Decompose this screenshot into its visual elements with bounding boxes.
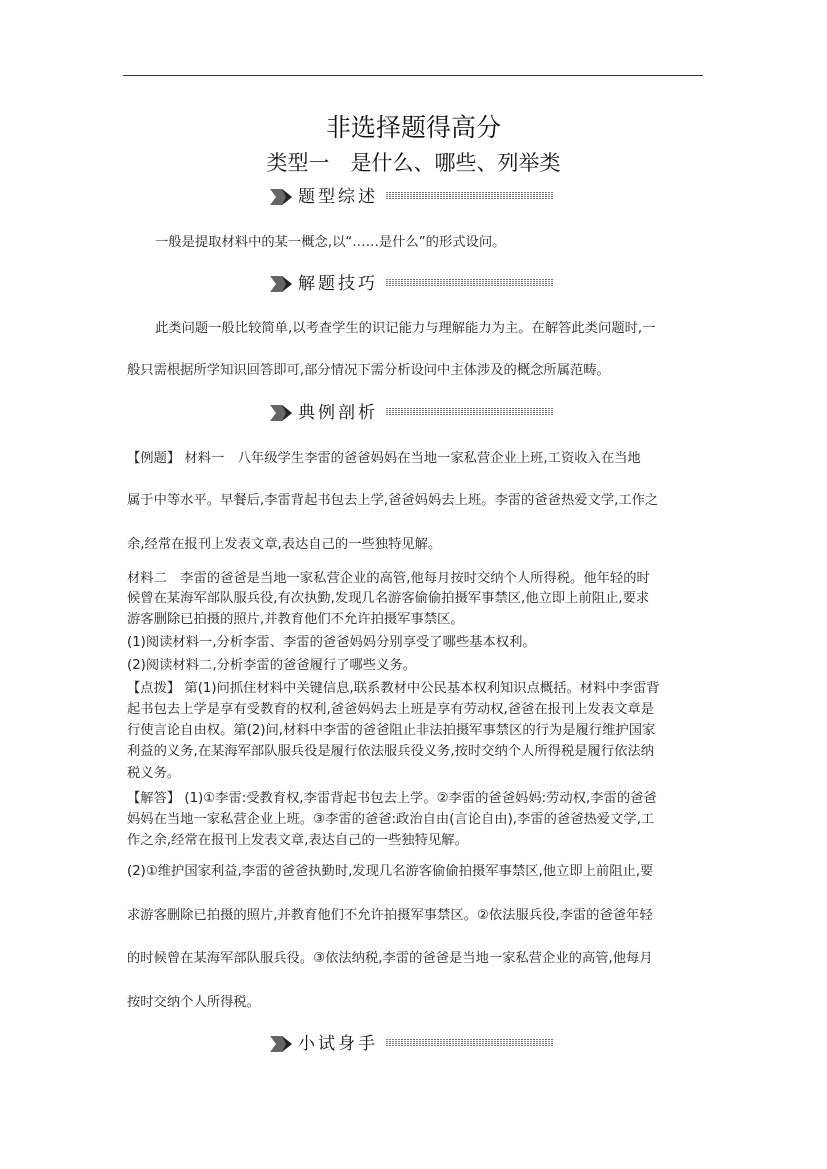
example-line: 作之余,经常在报刊上发表文章,表达自己的一些独特见解。 [127, 833, 468, 848]
example-line: (2)①维护国家利益,李雷的爸爸执勤时,发现几名游客偷偷拍摄军事禁区,他立即上前阻止,要 [127, 864, 654, 879]
section-heading-tips [270, 274, 378, 294]
section-label: 解题技巧 [298, 274, 378, 294]
example-line: 游客删除已拍摄的照片,并教育他们不允许拍摄军事禁区。 [127, 612, 464, 627]
example-line: 候曾在某海军部队服兵役,有次执勤,发现几名游客偷偷拍摄军事禁区,他立即上前阻止,要求 [127, 591, 650, 606]
overview-text: 一般是提取材料中的某一概念,以“……是什么”的形式设问。 [155, 235, 506, 250]
section-arrow-icon [270, 1036, 292, 1052]
section-arrow-icon [270, 189, 292, 205]
section-heading-overview [270, 187, 378, 207]
section-arrow-icon [270, 276, 292, 292]
example-line: (1)阅读材料一,分析李雷、李雷的爸爸妈妈分别享受了哪些基本权利。 [127, 635, 536, 650]
section-dotted-rule [386, 408, 554, 416]
header-rule [123, 75, 703, 76]
example-line: 【点拨】 第(1)问抓住材料中关键信息,联系教材中公民基本权利知识点概括。材料中李雷背 [127, 681, 660, 696]
example-line: 按时交纳个人所得税。 [127, 995, 260, 1010]
example-line: 余,经常在报刊上发表文章,表达自己的一些独特见解。 [127, 537, 442, 552]
example-line: 税义务。 [127, 766, 181, 781]
example-line: 的时候曾在某海军部队服兵役。③依法纳税,李雷的爸爸是当地一家私营企业的高管,他每月 [127, 951, 653, 966]
example-line: 属于中等水平。早餐后,李雷背起书包去上学,爸爸妈妈去上班。李雷的爸爸热爱文学,工作之 [127, 493, 659, 508]
page-title: 非选择题得高分 [325, 113, 501, 142]
page-subtitle: 类型一 是什么、哪些、列举类 [266, 151, 561, 175]
example-line: 起书包去上学是享有受教育的权利,爸爸妈妈去上班是享有劳动权,爸爸在报刊上发表文章是 [127, 702, 655, 717]
example-line: 行使言论自由权。第(2)问,材料中李雷的爸爸阻止非法拍摄军事禁区的行为是履行维护国家 [127, 723, 656, 738]
section-label: 小试身手 [298, 1034, 378, 1054]
tips-line: 此类问题一般比较简单,以考查学生的识记能力与理解能力为主。在解答此类问题时,一 [155, 321, 656, 336]
tips-line: 般只需根据所学知识回答即可,部分情况下需分析设问中主体涉及的概念所属范畴。 [127, 363, 610, 378]
section-arrow-icon [270, 405, 292, 421]
section-dotted-rule [386, 192, 554, 200]
example-line: 【解答】 (1)①李雷:受教育权,李雷背起书包去上学。②李雷的爸爸妈妈:劳动权,李雷的爸爸 [127, 791, 657, 806]
section-label: 题型综述 [298, 187, 378, 207]
section-heading-practice [270, 1034, 378, 1054]
example-line: 【例题】 材料一 八年级学生李雷的爸爸妈妈在当地一家私营企业上班,工资收入在当地 [127, 451, 641, 466]
example-line: 材料二 李雷的爸爸是当地一家私营企业的高管,他每月按时交纳个人所得税。他年轻的时 [127, 571, 650, 586]
example-line: 利益的义务,在某海军部队服兵役是履行依法服兵役义务,按时交纳个人所得税是履行依法纳 [127, 744, 655, 759]
section-dotted-rule [386, 279, 554, 287]
section-label: 典例剖析 [298, 403, 378, 423]
section-dotted-rule [386, 1039, 554, 1047]
example-line: 求游客删除已拍摄的照片,并教育他们不允许拍摄军事禁区。②依法服兵役,李雷的爸爸年轻 [127, 908, 653, 923]
example-line: 妈妈在当地一家私营企业上班。③李雷的爸爸:政治自由(言论自由),李雷的爸爸热爱文学,工 [127, 812, 655, 827]
example-line: (2)阅读材料二,分析李雷的爸爸履行了哪些义务。 [127, 658, 416, 673]
section-heading-examples [270, 403, 378, 423]
